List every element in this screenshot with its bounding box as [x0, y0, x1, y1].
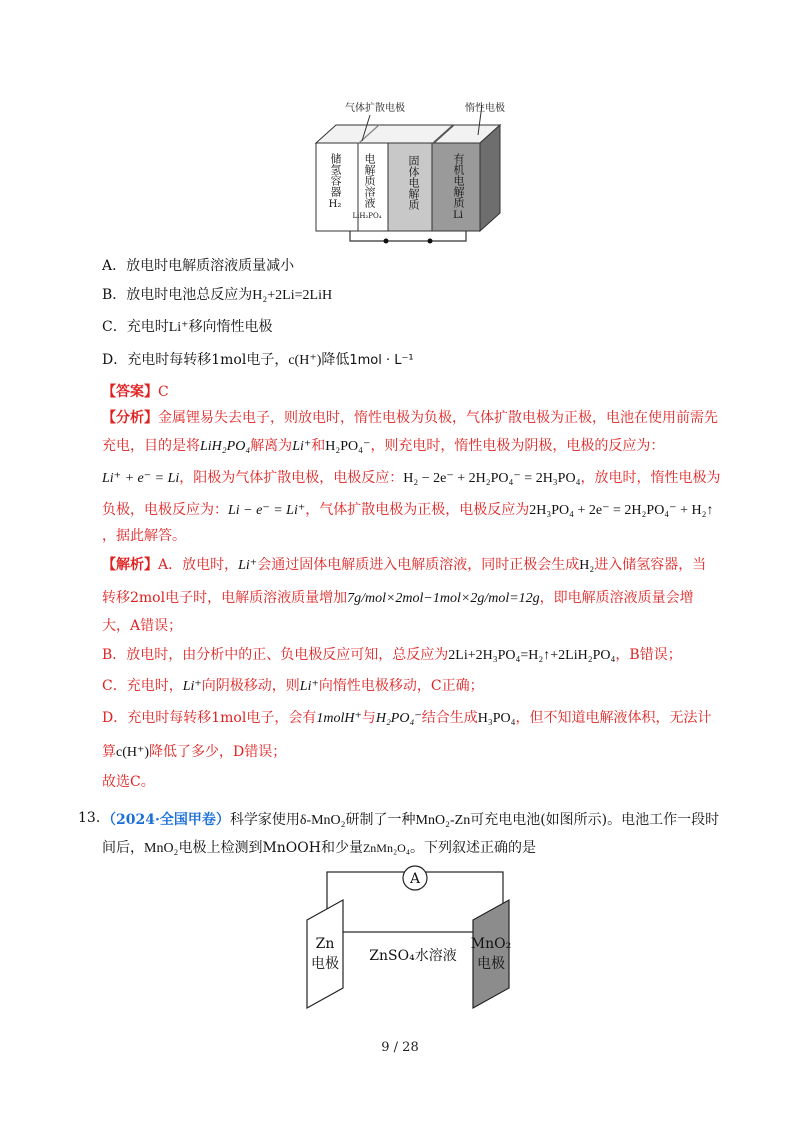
explain-b: B．放电时，由分析中的正、负电极反应可知，总反应为2Li+2H₃PO₄=H₂↑+2LiH₂PO₄，B错误； — [102, 647, 682, 663]
solution-label: ZnSO₄水溶液 — [369, 948, 457, 964]
label-gas-electrode: 气体扩散电极 — [345, 103, 405, 114]
explain-conclusion: 故选C。 — [102, 774, 155, 790]
option-b: B．放电时电池总反应为H₂+2Li=2LiH — [102, 287, 333, 303]
option-c: C．充电时Li⁺移向惰性电极 — [102, 319, 273, 335]
explain-d-line-2: 算c(H⁺)降低了多少，D错误； — [102, 744, 287, 760]
zn-mno2-cell-figure — [295, 862, 535, 1022]
question-13-line-2: 间后，MnO₂电极上检测到MnOOH和少量ZnMn₂O₄。下列叙述正确的是 — [102, 840, 537, 856]
ammeter-label: A — [409, 871, 421, 887]
analysis-line-1: 【分析】金属锂易失去电子，则放电时，惰性电极为负极，气体扩散电极为正极，电池在使用前需先 — [102, 410, 718, 426]
analysis-line-5: ，据此解答。 — [102, 528, 186, 544]
col-solid-electrolyte: 固体电解质 — [407, 155, 420, 210]
explain-a-line-2: 转移2mol电子时，电解质溶液质量增加7g/mol×2mol−1mol×2g/mol=12g，即电解质溶液质量会增 — [102, 590, 694, 606]
explain-a-line-3: 大，A错误； — [102, 618, 183, 634]
question-13-line-1: （2024·全国甲卷）科学家使用δ-MnO₂研制了一种MnO₂-Zn可充电电池(如图所示)。电池工作一段时 — [102, 812, 720, 828]
mno2-label: MnO₂ — [470, 936, 512, 952]
zn-label: Zn — [315, 936, 335, 952]
option-d: D．充电时每转移1mol电子，c(H⁺)降低1mol · L⁻¹ — [102, 352, 414, 368]
answer: 【答案】C — [102, 384, 169, 400]
explain-d-line-1: D．充电时每转移1mol电子，会有1molH⁺与H₂PO₄⁻结合生成H₃PO₄，但不知道电解液体积，无法计 — [102, 710, 712, 726]
zn-electrode-label: 电极 — [311, 956, 339, 972]
explain-c: C．充电时，Li⁺向阴极移动，则Li⁺向惰性电极移动，C正确； — [102, 678, 484, 694]
mno2-electrode-label: 电极 — [477, 956, 505, 972]
col-electrolyte-solution: 电解质溶液 LiH₂PO₄ — [352, 153, 382, 220]
analysis-line-3: Li⁺ + e⁻ = Li，阳极为气体扩散电极，电极反应：H₂ − 2e⁻ + 2H₂PO₄⁻ = 2H₃PO₄，放电时，惰性电极为 — [102, 470, 721, 486]
explain-a-line-1: 【解析】A．放电时，Li⁺会通过固体电解质进入电解质溶液，同时正极会生成H₂进入储氢容器，当 — [102, 557, 707, 573]
col-organic-electrolyte: 有机电解质 Li — [452, 153, 465, 221]
col-hydrogen-storage: 储氢容器 H₂ — [328, 153, 342, 210]
analysis-line-4: 负极，电极反应为：Li − e⁻ = Li⁺，气体扩散电极为正极，电极反应为2H₃PO₄ + 2e⁻ = 2H₂PO₄⁻ + H₂↑ — [102, 502, 714, 518]
page-number: 9 / 28 — [381, 1040, 419, 1055]
question-13-number: 13. — [78, 810, 101, 826]
option-a: A．放电时电解质溶液质量减小 — [102, 258, 295, 274]
label-inert-electrode: 惰性电极 — [465, 103, 505, 114]
analysis-line-2: 充电，目的是将LiH₂PO₄解离为Li⁺和H₂PO₄⁻，则充电时，惰性电极为阴极，电极的反应为： — [102, 438, 665, 454]
